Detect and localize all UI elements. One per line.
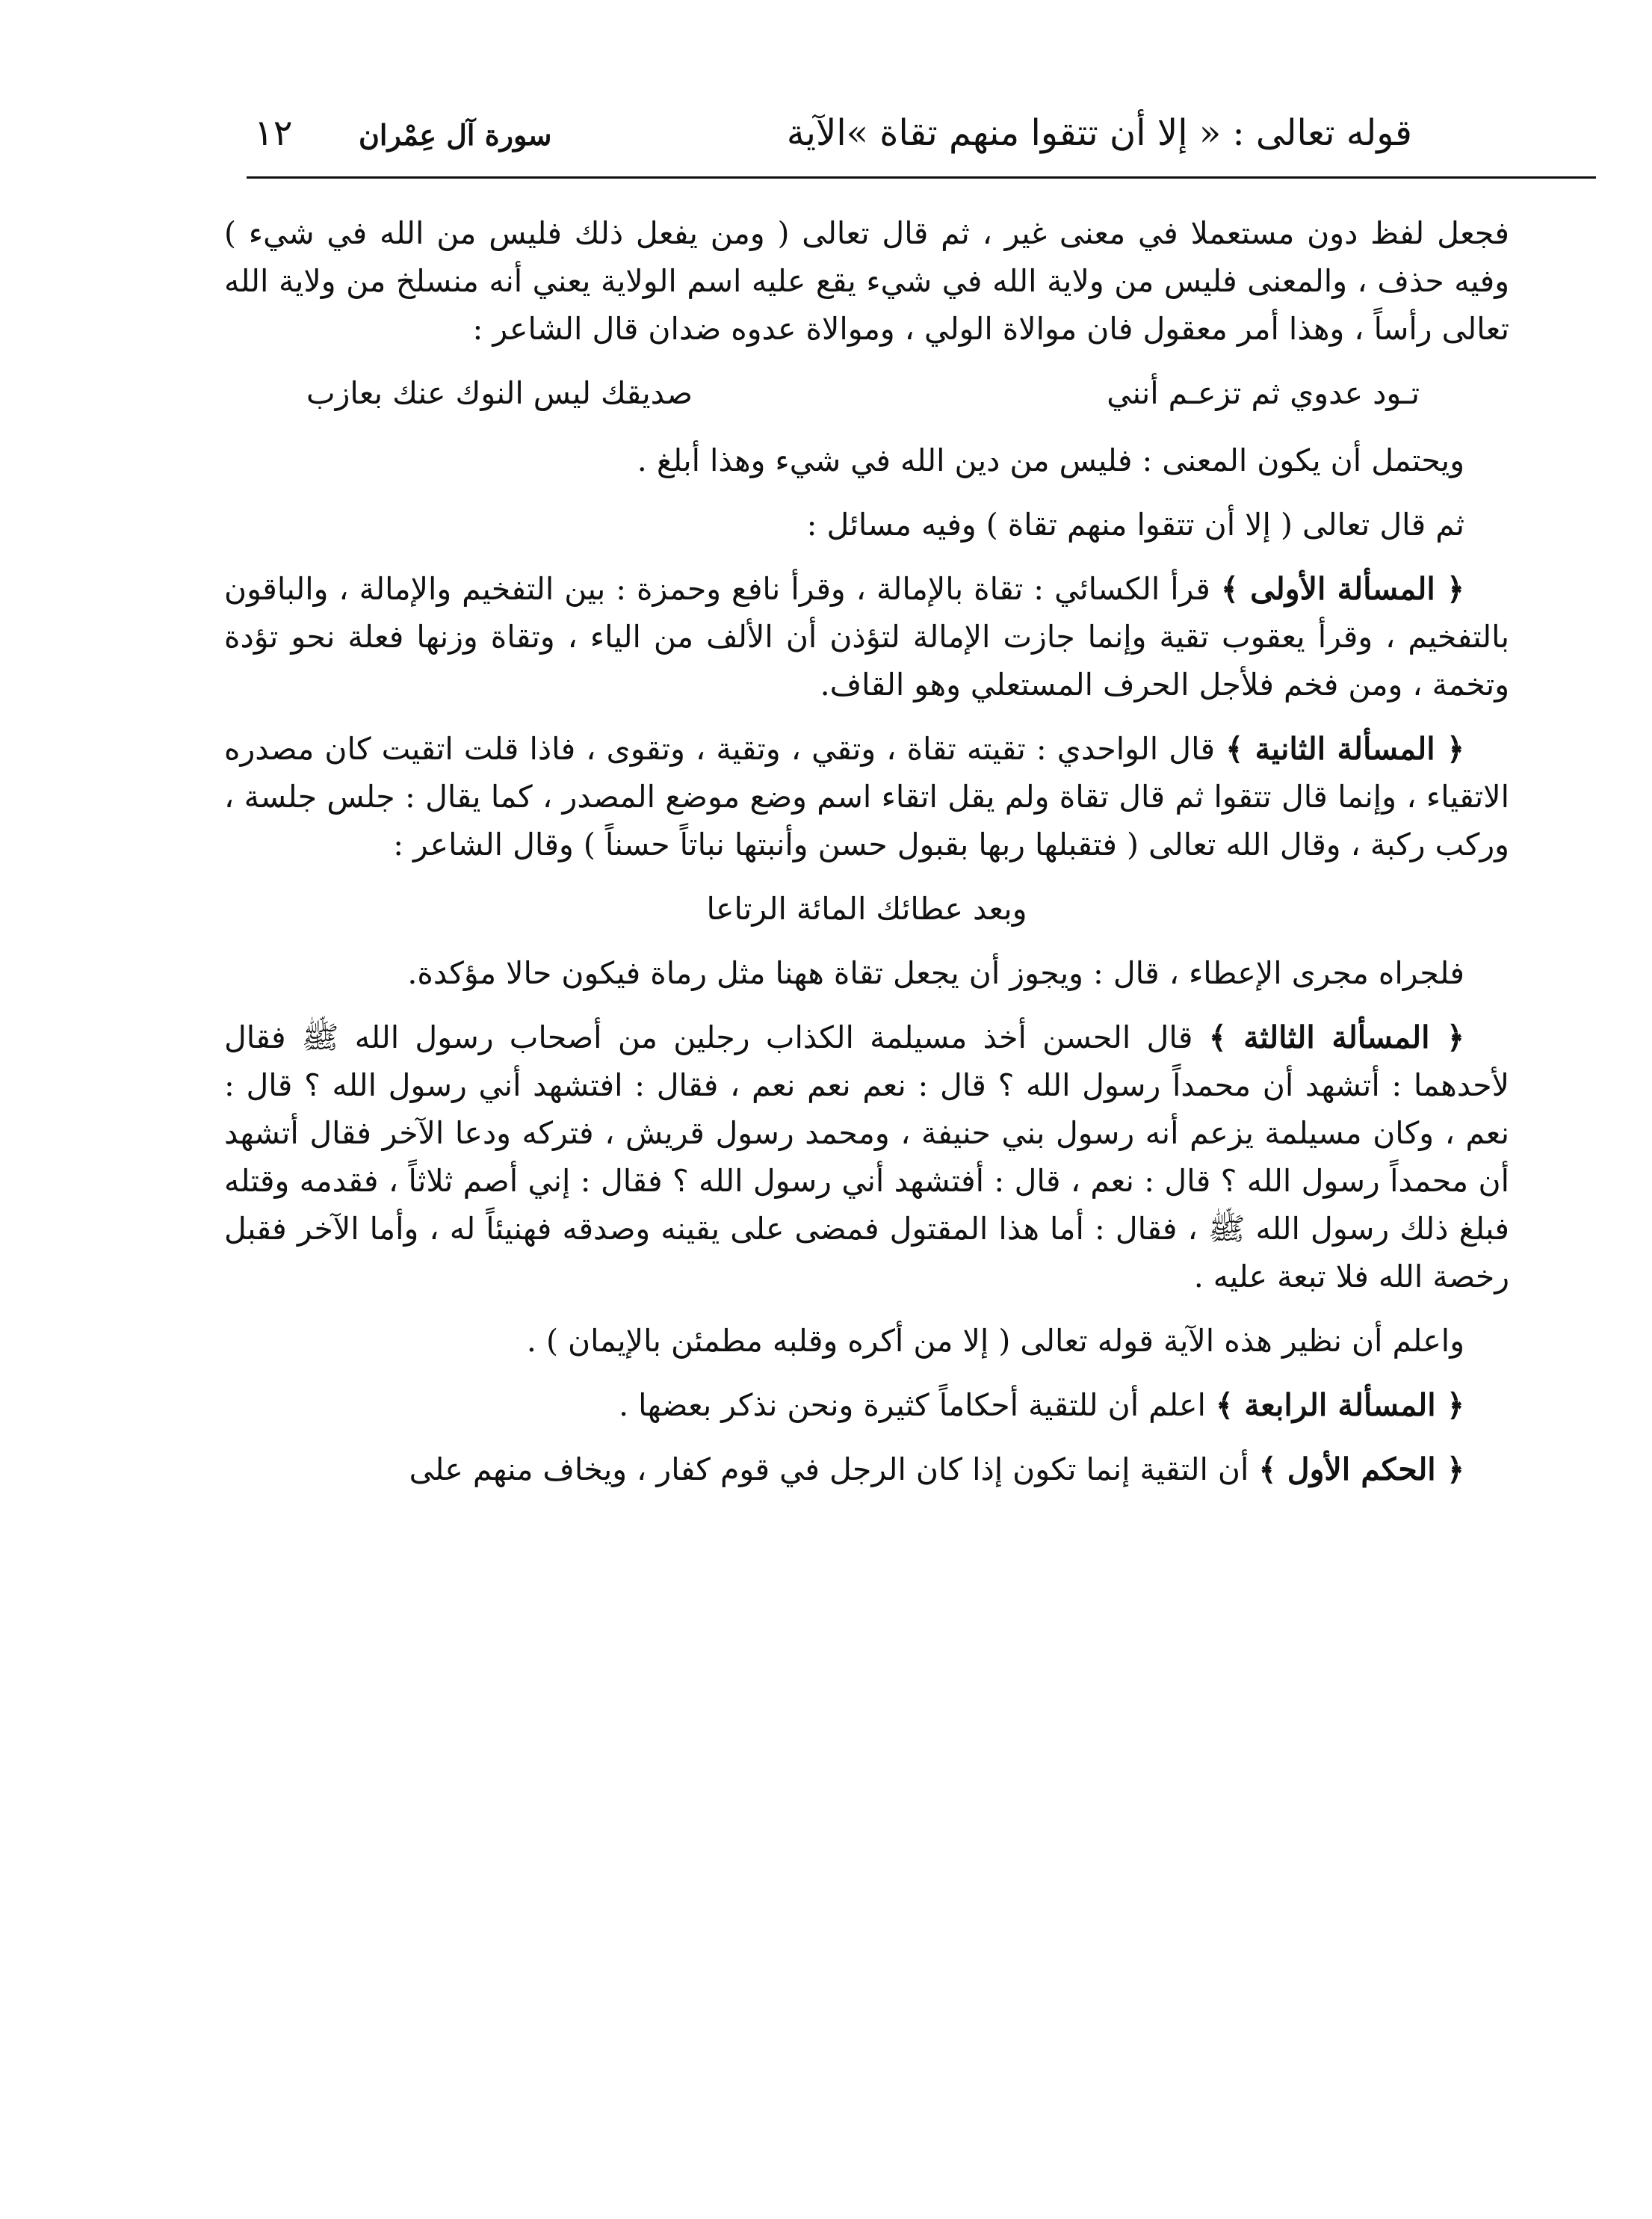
page-number: ١٢ <box>254 112 293 154</box>
running-header <box>247 112 1412 172</box>
paragraph: ثم قال تعالى ( إلا أن تتقوا منهم تقاة ) وفيه مسائل : <box>806 507 1464 543</box>
section-text: اعلم أن للتقية أحكاماً كثيرة ونحن نذكر بعضها . <box>619 1387 1216 1423</box>
section-text: قال الواحدي : تقيته تقاة ، وتقي ، وتقية ، وتقوى ، فاذا قلت اتقيت كان مصدره الاتقياء ، وإنما قال تتقوا ثم قال تقاة ولم يقل اتقاء اسم وضع موضع المصدر ، كما يقال : جلس جلسة ، وركب ركبة ، وقال الله تعالى ( فتقبلها ربها بقبول حسن وأنبتها نباتاً حسناً ) وقال الشاعر : <box>224 731 1509 862</box>
poetry-verse <box>306 369 1420 417</box>
section-text: قرأ الكسائي : تقاة بالإمالة ، وقرأ نافع وحمزة : بين التفخيم والإمالة ، والباقون بالتفخيم ، وقرأ يعقوب تقية وإنما جازت الإمالة لتؤذن أن الألف من الياء ، وتقاة وزنها فعلة نحو تؤدة وتخمة ، ومن فخم فلأجل الحرف المستعلي وهو القاف. <box>224 571 1509 703</box>
header-surah-name: سورة آل عِمْران <box>359 118 552 152</box>
page-body <box>224 209 1509 1510</box>
section-label: ﴿ المسألة الأولى ﴾ <box>1220 571 1464 607</box>
hukm-1 <box>224 1445 1509 1493</box>
paragraph: ويحتمل أن يكون المعنى : فليس من دين الله في شيء وهذا أبلغ . <box>637 442 1464 478</box>
masala-3 <box>224 1013 1509 1300</box>
masala-1 <box>224 565 1509 709</box>
verse-hemistich-first: تـود عدوي ثم تزعـم أنني <box>1107 375 1420 411</box>
section-label: ﴿ المسألة الرابعة ﴾ <box>1215 1387 1464 1423</box>
paragraph: فلجراه مجرى الإعطاء ، قال : ويجوز أن يجعل تقاة ههنا مثل رماة فيكون حالا مؤكدة. <box>407 955 1464 991</box>
header-divider <box>247 176 1596 179</box>
section-label: ﴿ المسألة الثانية ﴾ <box>1225 731 1464 767</box>
paragraph: واعلم أن نظير هذه الآية قوله تعالى ( إلا من أكره وقلبه مطمئن بالإيمان ) . <box>526 1323 1464 1359</box>
masala-4 <box>224 1381 1509 1429</box>
section-text: أن التقية إنما تكون إذا كان الرجل في قوم كفار ، ويخاف منهم على <box>409 1451 1259 1487</box>
poetry-verse-single: وبعد عطائك المائة الرتاعا <box>706 891 1027 927</box>
section-text: قال الحسن أخذ مسيلمة الكذاب رجلين من أصحاب رسول الله ﷺ فقال لأحدهما : أتشهد أن محمداً رسول الله ؟ قال : نعم نعم نعم ، فقال : افتشهد أني رسول الله ؟ قال : نعم ، وكان مسيلمة يزعم أنه رسول بني حنيفة ، ومحمد رسول قريش ، فتركه ودعا الآخر فقال أتشهد أن محمداً رسول الله ؟ قال : نعم ، قال : أفتشهد أني رسول الله ؟ فقال : إني أصم ثلاثاً ، فقدمه وقتله فبلغ ذلك رسول الله ﷺ ، فقال : أما هذا المقتول فمضى على يقينه وصدقه فهنيئاً له ، وأما الآخر فقبل رخصة الله فلا تبعة عليه . <box>224 1019 1509 1294</box>
verse-hemistich-second: صديقك ليس النوك عنك بعازب <box>306 375 693 411</box>
section-label: ﴿ الحكم الأول ﴾ <box>1258 1451 1464 1487</box>
section-label: ﴿ المسألة الثالثة ﴾ <box>1208 1019 1464 1055</box>
paragraph: فجعل لفظ دون مستعملا في معنى غير ، ثم قال تعالى ( ومن يفعل ذلك فليس من الله في شيء ) وفيه حذف ، والمعنى فليس من ولاية الله في شيء يقع عليه اسم الولاية يعني أنه منسلخ من ولاية الله تعالى رأساً ، وهذا أمر معقول فان موالاة الولي ، وموالاة عدوه ضدان قال الشاعر : <box>224 215 1509 347</box>
header-verse-reference: قوله تعالى : « إلا أن تتقوا منهم تقاة »الآية <box>786 112 1412 154</box>
masala-2 <box>224 725 1509 868</box>
